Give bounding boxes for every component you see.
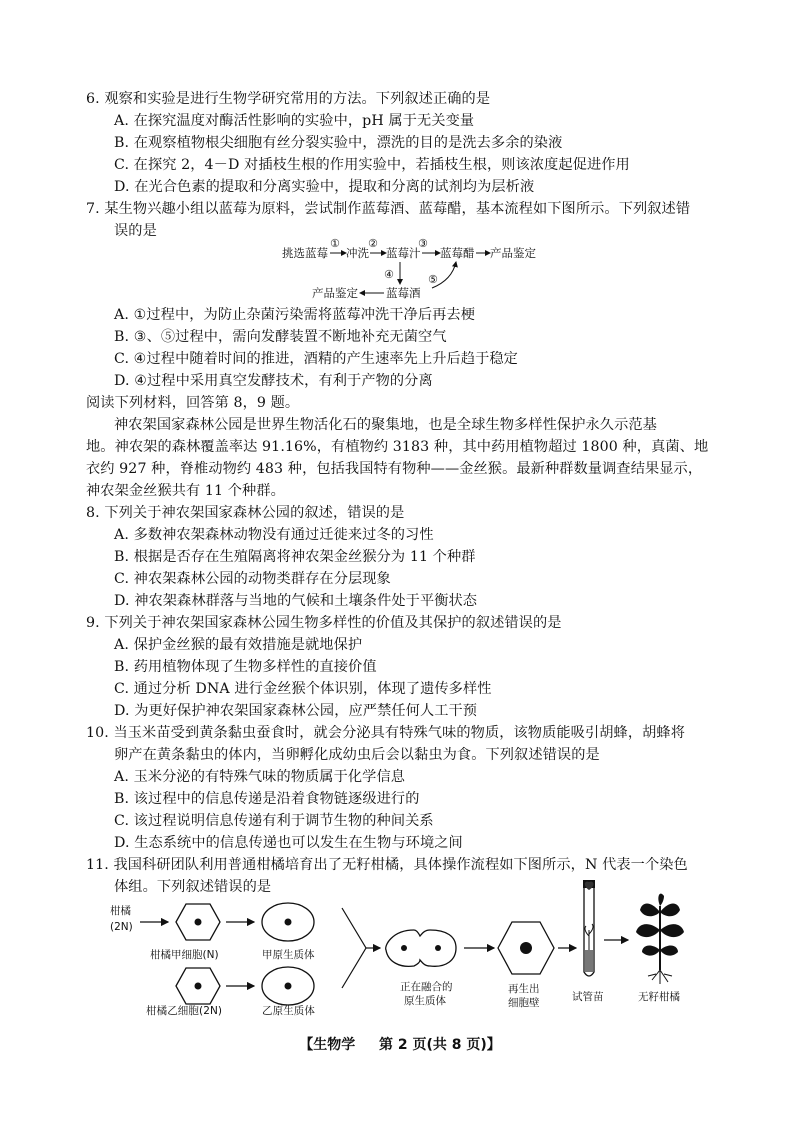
- flow-vinegar: 蓝莓醋: [440, 246, 475, 260]
- fig-fusing-nucleus-1: [401, 945, 407, 951]
- fig-fusing-label: 正在融合的: [400, 981, 453, 993]
- reading-line2: 地。神农架的森林覆盖率达 91.16%，有植物约 3183 种，其中药用植物超过 1800 种，真菌、地: [86, 439, 709, 455]
- fig-tube-plant: [585, 882, 594, 890]
- flow-juice: 蓝莓汁: [386, 246, 421, 260]
- flow-wine: 蓝莓酒: [386, 286, 421, 300]
- fig-seedless-label: 无籽柑橘: [638, 991, 680, 1003]
- q6-option-b: B. 在观察植物根尖细胞有丝分裂实验中，漂洗的目的是洗去多余的染液: [114, 135, 563, 151]
- flow-step3: ③: [418, 237, 428, 250]
- reading-line4: 神农架金丝猴共有 11 个种群。: [86, 483, 285, 499]
- flow-eval-bottom: 产品鉴定: [312, 286, 358, 300]
- footer-page: 第 2 页(共 8 页)】: [378, 1037, 501, 1053]
- q10-option-b: B. 该过程中的信息传递是沿着食物链逐级进行的: [114, 791, 420, 807]
- fig-fusing-nucleus-2: [435, 945, 441, 951]
- q6-option-c: C. 在探究 2，4－D 对插枝生根的作用实验中，若插枝生根，则该浓度起促进作用: [114, 157, 630, 173]
- q7-option-a: A. ①过程中，为防止杂菌污染需将蓝莓冲洗干净后再去梗: [114, 307, 475, 323]
- fig-proto-b-label: 乙原生质体: [262, 1005, 315, 1017]
- q7-option-c: C. ④过程中随着时间的推进，酒精的产生速率先上升后趋于稳定: [114, 351, 518, 367]
- fig-seedless-plant: [636, 894, 684, 984]
- footer-subject: 【生物学: [299, 1037, 356, 1053]
- fig-source: 柑橘: [110, 905, 131, 917]
- q6-option-a: A. 在探究温度对酶活性影响的实验中，pH 属于无关变量: [114, 113, 475, 129]
- fig-proto-a-label: 甲原生质体: [262, 949, 315, 961]
- q11-stem-line2: 体组。下列叙述错误的是: [114, 879, 272, 895]
- q11-stem-line1: 11. 我国科研团队利用普通柑橘培育出了无籽柑橘，具体操作流程如下图所示，N 代表一个染色: [86, 857, 688, 873]
- fig-proto-a-nucleus: [285, 919, 292, 926]
- fig-fusing: [386, 930, 456, 966]
- fig-proto-b-nucleus: [285, 983, 292, 990]
- q9-option-a: A. 保护金丝猴的最有效措施是就地保护: [114, 637, 363, 653]
- fig-regen-nucleus: [520, 942, 532, 954]
- reading-line3: 衣约 927 种，脊椎动物约 483 种，包括我国特有物种——金丝猴。最新种群数量调查结果显示，: [86, 461, 703, 477]
- q7-option-b: B. ③、⑤过程中，需向发酵装置不断地补充无菌空气: [114, 329, 447, 345]
- q10-stem-line2: 卵产在黄条黏虫的体内，当卵孵化成幼虫后会以黏虫为食。下列叙述错误的是: [114, 747, 600, 763]
- flow-wash: 冲洗: [346, 246, 369, 260]
- q9-option-d: D. 为更好保护神农架国家森林公园，应严禁任何人工干预: [114, 703, 478, 719]
- q10-option-c: C. 该过程说明信息传递有利于调节生物的种间关系: [114, 813, 434, 829]
- flow-select: 挑选蓝莓: [282, 246, 328, 260]
- q8-option-d: D. 神农架森林群落与当地的气候和土壤条件处于平衡状态: [114, 593, 478, 609]
- flow-step1: ①: [330, 237, 340, 250]
- page-footer: [0, 1034, 800, 1054]
- reading-intro: 阅读下列材料，回答第 8，9 题。: [86, 395, 300, 411]
- q8-option-a: A. 多数神农架森林动物没有通过迁徙来过冬的习性: [114, 527, 434, 543]
- q6-stem: 6. 观察和实验是进行生物学研究常用的方法。下列叙述正确的是: [86, 91, 491, 107]
- q6-option-d: D. 在光合色素的提取和分离实验中，提取和分离的试剂均为层析液: [114, 179, 535, 195]
- q9-option-c: C. 通过分析 DNA 进行金丝猴个体识别，体现了遗传多样性: [114, 681, 492, 697]
- q10-option-a: A. 玉米分泌的有特殊气味的物质属于化学信息: [114, 769, 406, 785]
- q9-stem: 9. 下列关于神农架国家森林公园生物多样性的价值及其保护的叙述错误的是: [86, 615, 562, 631]
- fig-tube-sprout: [585, 924, 593, 950]
- fig-merge-bracket: [342, 908, 366, 988]
- reading-line1: 神农架国家森林公园是世界生物活化石的聚集地，也是全球生物多样性保护永久示范基: [114, 417, 657, 433]
- fig-regen-label: 再生出: [508, 983, 540, 995]
- fig-fusing-label-2: 原生质体: [404, 995, 446, 1007]
- q10-option-d: D. 生态系统中的信息传递也可以发生在生物与环境之间: [114, 835, 463, 851]
- q10-stem-line1: 10. 当玉米苗受到黄条黏虫蚕食时，就会分泌具有特殊气味的物质，该物质能吸引胡蜂，胡蜂将: [86, 725, 685, 741]
- q7-option-d: D. ④过程中采用真空发酵技术，有利于产物的分离: [114, 373, 433, 389]
- q8-stem: 8. 下列关于神农架国家森林公园的叙述，错误的是: [86, 505, 405, 521]
- fig-cell-b-nucleus: [195, 983, 202, 990]
- flow-step4: ④: [384, 268, 394, 281]
- q8-option-c: C. 神农架森林公园的动物类群存在分层现象: [114, 571, 391, 587]
- q8-option-b: B. 根据是否存在生殖隔离将神农架金丝猴分为 11 个种群: [114, 549, 476, 565]
- flow-eval-top: 产品鉴定: [490, 246, 536, 260]
- q7-stem-line1: 7. 某生物兴趣小组以蓝莓为原料，尝试制作蓝莓酒、蓝莓醋，基本流程如下图所示。下列叙述错: [86, 201, 691, 217]
- fig-cell-a-label: 柑橘甲细胞(N): [150, 949, 219, 961]
- fig-tube-label: 试管苗: [572, 991, 604, 1003]
- q9-option-b: B. 药用植物体现了生物多样性的直接价值: [114, 659, 377, 675]
- fig-cell-b-label: 柑橘乙细胞(2N): [146, 1005, 223, 1017]
- fig-cell-a-nucleus: [195, 919, 202, 926]
- q7-stem-line2: 误的是: [114, 223, 157, 239]
- fig-regen-label-2: 细胞壁: [508, 997, 540, 1009]
- flow-step2: ②: [368, 237, 378, 250]
- fig-tube-medium: [585, 950, 593, 972]
- flow-step5: ⑤: [428, 273, 438, 286]
- fig-source-ploidy: (2N): [110, 921, 133, 933]
